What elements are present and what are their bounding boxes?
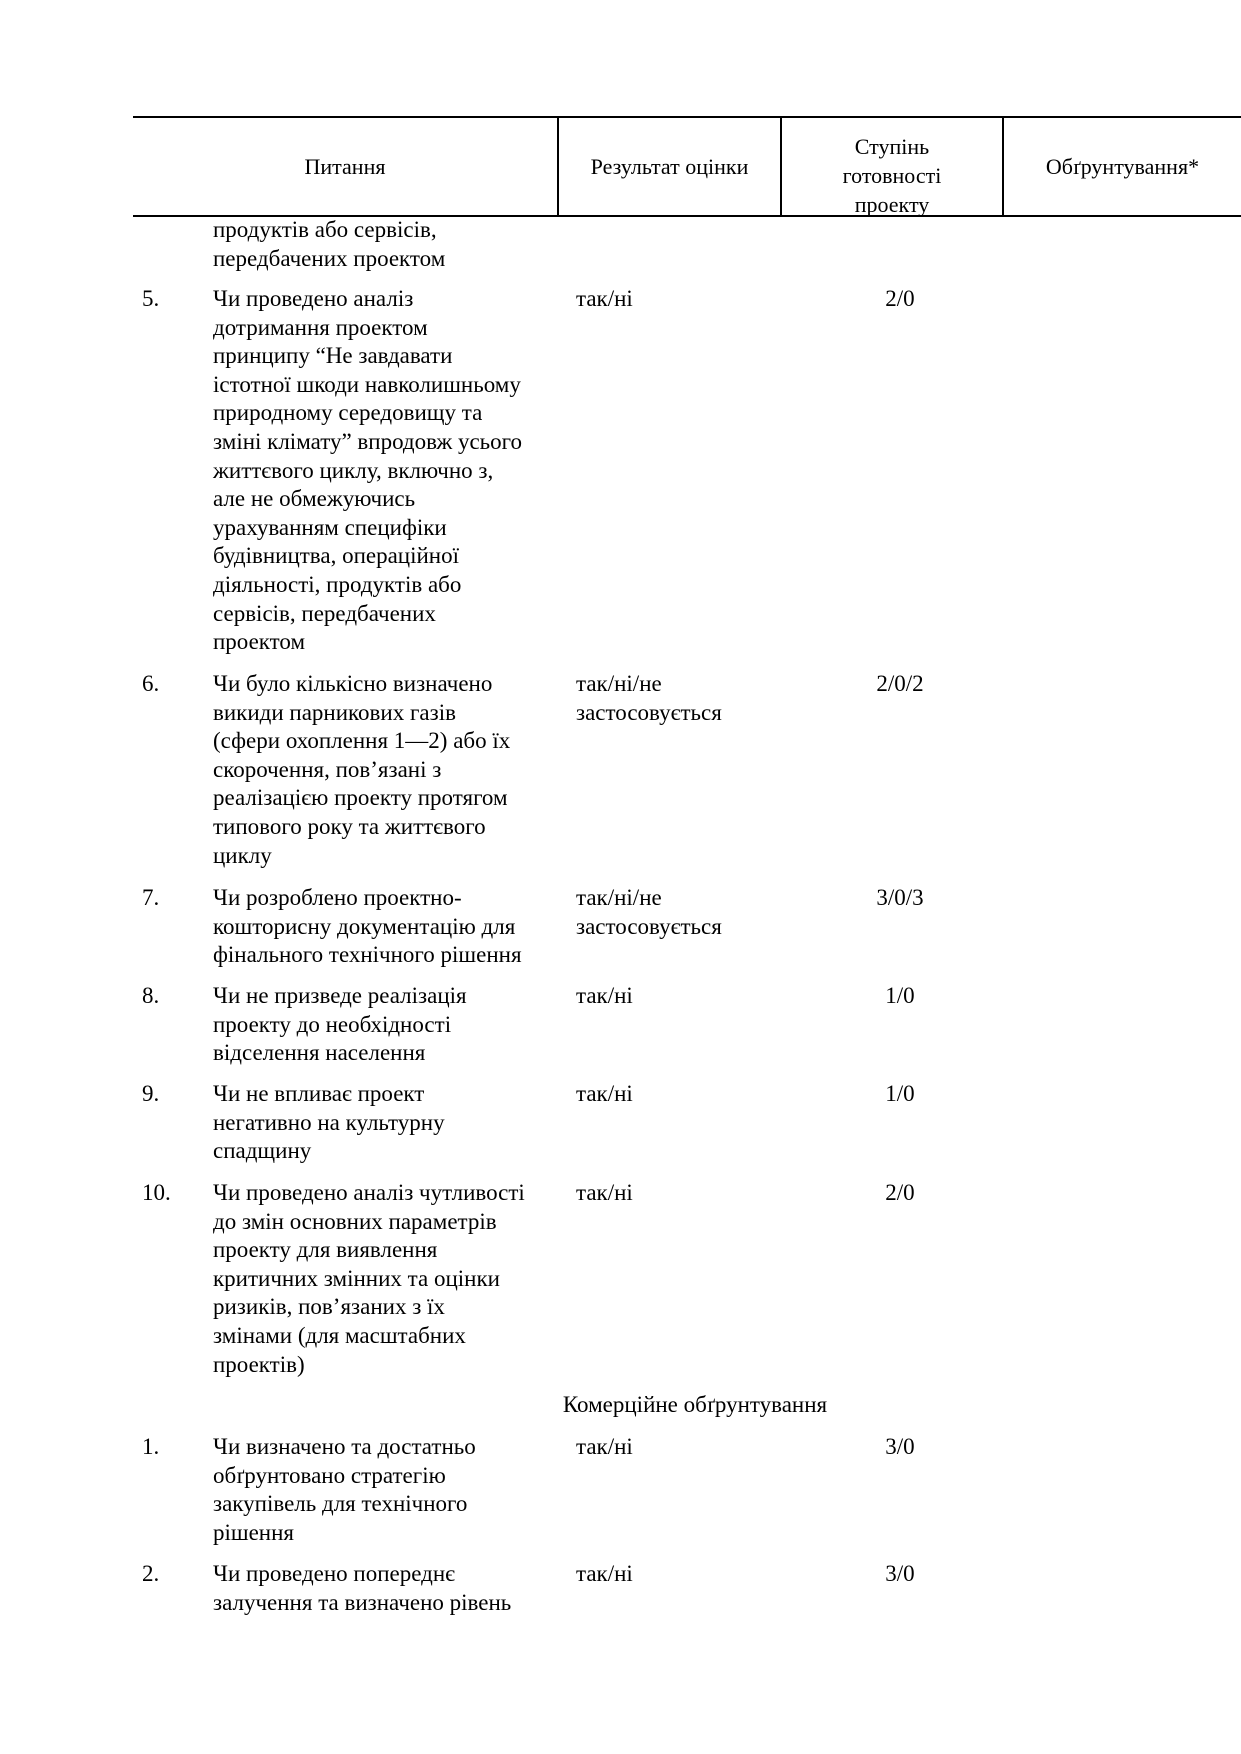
row-number: 2. bbox=[142, 1561, 160, 1586]
row-degree: 1/0 bbox=[885, 1081, 915, 1106]
row-result: так/ні/не застосовується bbox=[576, 671, 722, 725]
row-question: Чи розроблено проектно- кошторисну документацію для фінального технічного рішення bbox=[213, 885, 522, 968]
row-degree: 3/0/3 bbox=[876, 885, 924, 910]
row-result: так/ні bbox=[576, 983, 633, 1008]
row-degree: 2/0 bbox=[885, 1180, 915, 1205]
row-number: 6. bbox=[142, 671, 160, 696]
continuation-text: продуктів або сервісів, передбачених проектом bbox=[213, 217, 446, 271]
header-readiness-label: Ступінь готовності проекту bbox=[842, 134, 942, 217]
row-result: так/ні bbox=[576, 286, 633, 311]
section-title: Комерційне обґрунтування bbox=[562, 1392, 828, 1417]
header-result-label: Результат оцінки bbox=[590, 154, 749, 179]
row-number: 10. bbox=[142, 1180, 171, 1205]
row-number: 1. bbox=[142, 1434, 160, 1459]
row-question: Чи не впливає проект негативно на культурну спадщину bbox=[213, 1081, 445, 1164]
row-degree: 2/0 bbox=[885, 286, 915, 311]
row-number: 8. bbox=[142, 983, 160, 1008]
row-result: так/ні bbox=[576, 1561, 633, 1586]
row-question: Чи проведено аналіз дотримання проектом принципу “Не завдавати істотної шкоди навколишньому природному середовищу та зміні клімату” впродовж усього життєвого циклу, включно з, але не обмежуючись урахуванням специфіки будівництва, операційної діяльності, продуктів або сервісів, передбачених проектом bbox=[213, 286, 523, 655]
row-degree: 3/0 bbox=[885, 1561, 915, 1586]
header-question bbox=[133, 118, 557, 215]
row-question: Чи визначено та достатньо обґрунтовано стратегію закупівель для технічного рішення bbox=[213, 1434, 476, 1545]
row-question: Чи проведено аналіз чутливості до змін основних параметрів проекту для виявлення критичних змінних та оцінки ризиків, пов’язаних з їх змінами (для масштабних проектів) bbox=[213, 1180, 525, 1377]
row-degree: 3/0 bbox=[885, 1434, 915, 1459]
row-result: так/ні bbox=[576, 1081, 633, 1106]
row-number: 5. bbox=[142, 286, 160, 311]
row-result: так/ні bbox=[576, 1180, 633, 1205]
header-justification-label: Обґрунтування* bbox=[1045, 154, 1200, 179]
row-number: 9. bbox=[142, 1081, 160, 1106]
row-question: Чи проведено попереднє залучення та визначено рівень bbox=[213, 1561, 512, 1615]
header-question-label: Питання bbox=[304, 154, 386, 179]
row-result: так/ні bbox=[576, 1434, 633, 1459]
row-result: так/ні/не застосовується bbox=[576, 885, 722, 939]
header-readiness bbox=[782, 118, 1002, 215]
row-question: Чи не призведе реалізація проекту до необхідності відселення населення bbox=[213, 983, 467, 1066]
row-degree: 2/0/2 bbox=[876, 671, 924, 696]
header-justification bbox=[1004, 118, 1241, 215]
row-degree: 1/0 bbox=[885, 983, 915, 1008]
row-number: 7. bbox=[142, 885, 160, 910]
row-question: Чи було кількісно визначено викиди парникових газів (сфери охоплення 1—2) або їх скорочення, пов’язані з реалізацією проекту протягом типового року та життєвого циклу bbox=[213, 671, 511, 868]
header-result bbox=[559, 118, 780, 215]
